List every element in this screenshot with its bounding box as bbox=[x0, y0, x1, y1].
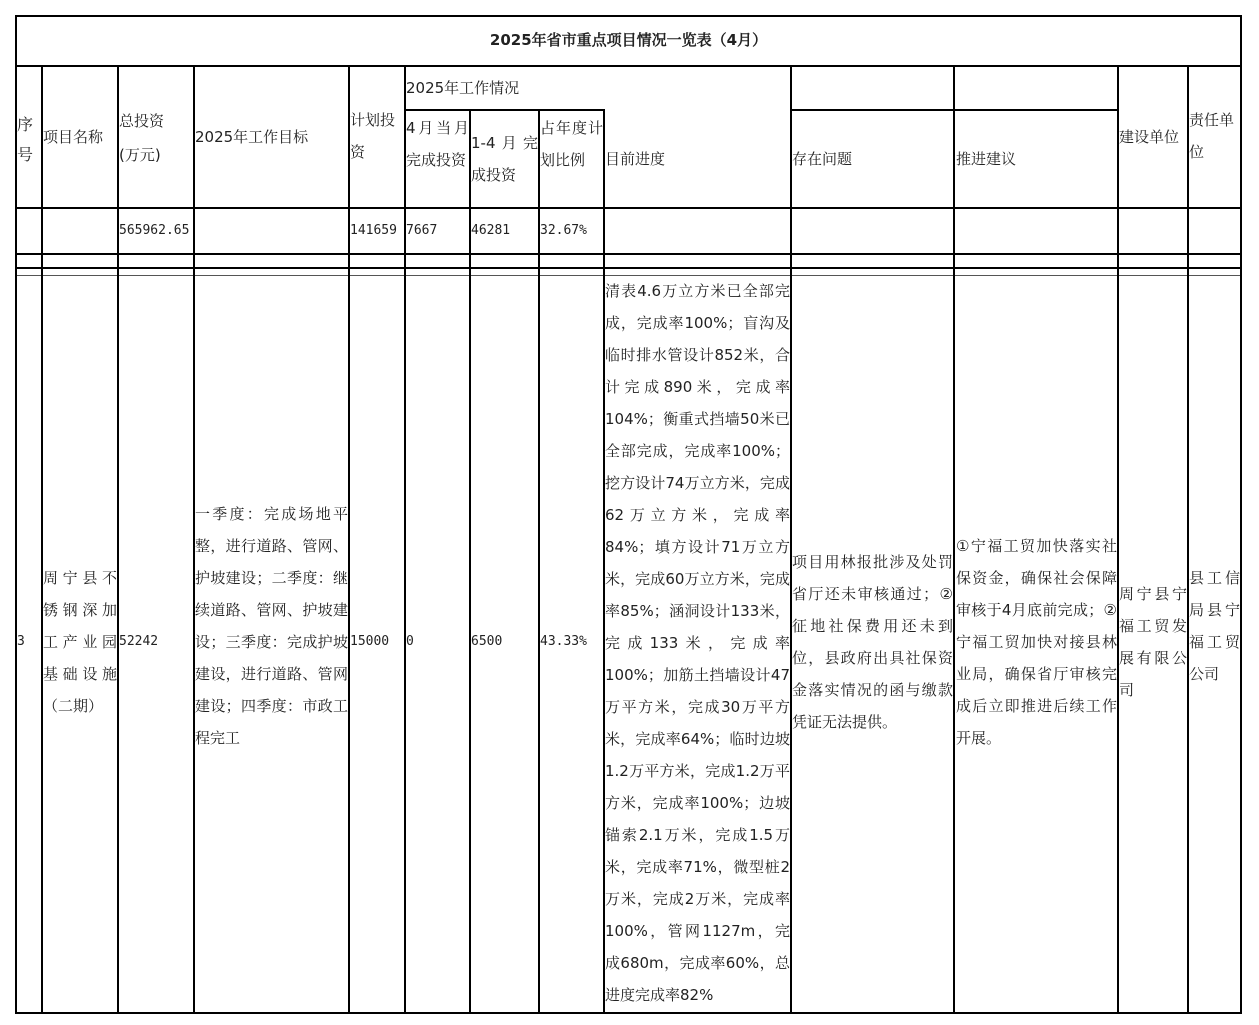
summary-ratio: 32.67% bbox=[540, 223, 587, 238]
header-progress: 目前进度 bbox=[605, 150, 666, 168]
col-sep-10 bbox=[953, 65, 955, 1014]
header-goal: 2025年工作目标 bbox=[195, 128, 309, 146]
col-sep-9 bbox=[790, 65, 792, 1014]
row-jan-apr: 6500 bbox=[471, 634, 503, 649]
header-april: 4月当月完成投资 bbox=[406, 119, 469, 169]
summary-jan-apr: 46281 bbox=[471, 223, 511, 238]
border-row-bottom bbox=[15, 1012, 1242, 1014]
header-name: 项目名称 bbox=[43, 128, 104, 146]
summary-april: 7667 bbox=[406, 223, 438, 238]
col-sep-2 bbox=[117, 65, 119, 1014]
header-problems: 存在问题 bbox=[792, 150, 853, 168]
header-total-investment-unit: (万元) bbox=[119, 146, 161, 164]
table-title: 2025年省市重点项目情况一览表（4月） bbox=[489, 31, 768, 49]
border-row-top bbox=[15, 267, 1242, 269]
header-planned: 计划投资 bbox=[350, 111, 396, 161]
row-total-investment: 52242 bbox=[119, 634, 159, 649]
header-ratio: 占年度计划比例 bbox=[540, 119, 603, 169]
row-planned: 15000 bbox=[350, 634, 390, 649]
border-title-bottom bbox=[15, 65, 1242, 67]
col-sep-4 bbox=[348, 65, 350, 1014]
row-progress: 清表4.6万立方米已全部完成，完成率100%；盲沟及临时排水管设计852米，合计完成890米，完成率104%；衡重式挡墙50米已全部完成，完成率100%；挖方设计74万立方米，完成62万立方米，完成率84%；填方设计71万立方米，完成60万立方米，完成率85%；涵洞设计133米，完成133米，完成率100%；加筋土挡墙设计47万平方米，完成30万平方米，完成率64%；临时边坡1.2万平方米，完成1.2万平方米，完成率100%；边坡锚索2.1万米，完成1.5万米，完成率71%，微型桩2万米，完成2万米，完成率100%，管网1127m，完成680m，完成率60%，总进度完成率82% bbox=[605, 282, 790, 1004]
col-sep-1 bbox=[41, 65, 43, 1014]
summary-total-investment: 565962.65 bbox=[119, 223, 190, 238]
border-summary-bottom bbox=[15, 253, 1242, 255]
header-total-investment-label: 总投资 bbox=[119, 112, 165, 130]
row-ratio: 43.33% bbox=[540, 634, 587, 649]
header-jan-apr: 1-4月完成投资 bbox=[471, 134, 538, 184]
border-work-group bbox=[404, 109, 604, 111]
header-suggestions: 推进建议 bbox=[956, 150, 1017, 168]
header-builder: 建设单位 bbox=[1119, 128, 1180, 146]
row-name: 周宁县不锈钢深加工产业园基础设施（二期） bbox=[43, 569, 117, 715]
col-sep-12 bbox=[1187, 65, 1189, 1014]
col-sep-11 bbox=[1117, 65, 1119, 1014]
header-seq: 序号 bbox=[17, 115, 34, 164]
border-right bbox=[1240, 15, 1242, 1014]
row-problems: 项目用林报批涉及处罚省厅还未审核通过；②征地社保费用还未到位，县政府出具社保资金落实情况的函与缴款凭证无法提供。 bbox=[792, 553, 953, 731]
row-responsible: 县工信局县宁福工贸公司 bbox=[1189, 569, 1240, 683]
header-total-investment bbox=[119, 104, 193, 184]
summary-planned: 141659 bbox=[350, 223, 397, 238]
row-seq: 3 bbox=[17, 634, 25, 649]
row-builder: 周宁县宁福工贸发展有限公司 bbox=[1119, 585, 1187, 699]
row-april: 0 bbox=[406, 634, 414, 649]
header-responsible: 责任单位 bbox=[1189, 111, 1235, 161]
row-goal: 一季度：完成场地平整，进行道路、管网、护坡建设；二季度：继续道路、管网、护坡建设；三季度：完成护坡建设，进行道路、管网建设；四季度：市政工程完工 bbox=[195, 505, 348, 747]
border-header-bottom bbox=[15, 207, 1242, 209]
row-suggestions: ①宁福工贸加快落实社保资金，确保社会保障审核于4月底前完成；②宁福工贸加快对接县林业局，确保省厅审核完成后立即推进后续工作开展。 bbox=[956, 537, 1117, 747]
header-work-group: 2025年工作情况 bbox=[406, 79, 520, 97]
